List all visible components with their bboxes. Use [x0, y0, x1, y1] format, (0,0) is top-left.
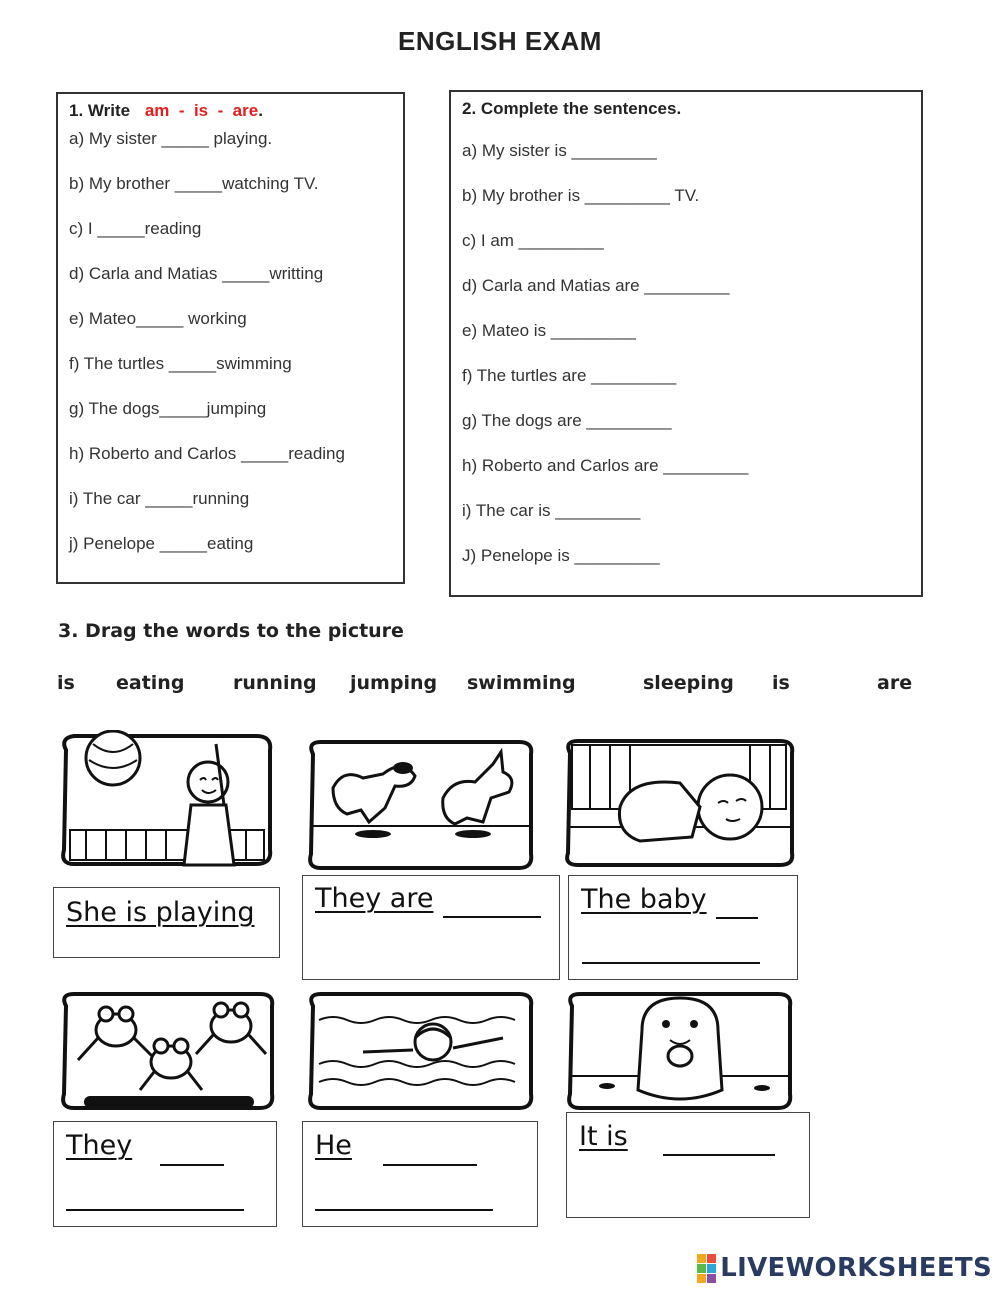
- logo-block: [697, 1264, 706, 1273]
- dogs-jumping-picture: [303, 738, 538, 873]
- section1-heading-suffix: .: [258, 101, 263, 120]
- s1-item-j: j) Penelope _____eating: [69, 534, 254, 553]
- hamster-eating-picture: [562, 990, 797, 1115]
- s2-item-e: e) Mateo is _________: [462, 321, 636, 340]
- liveworksheets-logo: [697, 1253, 992, 1283]
- answer-4-blank-1[interactable]: [160, 1162, 224, 1166]
- logo-block: [707, 1274, 716, 1283]
- logo-block: [697, 1274, 706, 1283]
- baby-sleeping-picture: [560, 737, 798, 870]
- exam-title: ENGLISH EXAM: [398, 26, 602, 56]
- section3-heading: 3. Drag the words to the picture: [58, 620, 404, 642]
- answer-2-blank[interactable]: [443, 914, 541, 918]
- logo-block: [697, 1254, 706, 1263]
- s2-item-j: J) Penelope is _________: [462, 546, 660, 565]
- frogs-jumping-picture: [56, 990, 278, 1118]
- s2-item-g: g) The dogs are _________: [462, 411, 672, 430]
- s1-item-g: g) The dogs_____jumping: [69, 399, 267, 418]
- answer-4-blank-2[interactable]: [66, 1207, 244, 1211]
- logo-block: [707, 1254, 716, 1263]
- word-running[interactable]: running: [233, 672, 317, 694]
- s2-item-a: a) My sister is _________: [462, 141, 657, 160]
- answer-5-blank-1[interactable]: [383, 1162, 477, 1166]
- word-are[interactable]: are: [877, 672, 913, 694]
- s1-item-a: a) My sister _____ playing.: [69, 129, 273, 148]
- logo-blocks-icon: [697, 1254, 716, 1283]
- section1-heading: [69, 101, 263, 121]
- s2-item-d: d) Carla and Matias are _________: [462, 276, 730, 295]
- answer-3-text: The baby: [581, 884, 707, 915]
- answer-5-text: He: [315, 1130, 352, 1161]
- answer-3-blank-1[interactable]: [716, 915, 758, 919]
- answer-6-text: It is: [579, 1121, 628, 1152]
- section2-heading: 2. Complete the sentences.: [462, 99, 682, 118]
- s1-item-b: b) My brother _____watching TV.: [69, 174, 319, 193]
- answer-4-text: They: [66, 1130, 133, 1161]
- boy-swimming-picture: [303, 990, 538, 1115]
- word-jumping[interactable]: jumping: [350, 672, 438, 694]
- s2-item-c: c) I am _________: [462, 231, 604, 250]
- s1-item-d: d) Carla and Matias _____writting: [69, 264, 324, 283]
- answer-2-text: They are: [315, 883, 434, 914]
- answer-6-blank[interactable]: [663, 1152, 775, 1156]
- answer-5-blank-2[interactable]: [315, 1207, 493, 1211]
- s1-item-i: i) The car _____running: [69, 489, 250, 508]
- word-is-1[interactable]: is: [57, 672, 75, 694]
- s2-item-h: h) Roberto and Carlos are _________: [462, 456, 749, 475]
- s1-item-e: e) Mateo_____ working: [69, 309, 247, 328]
- section1-box: [56, 92, 405, 584]
- girl-playing-ball-picture: [56, 730, 278, 870]
- word-swimming[interactable]: swimming: [467, 672, 576, 694]
- s2-item-f: f) The turtles are _________: [462, 366, 677, 385]
- section1-heading-prefix: 1. Write: [69, 101, 131, 120]
- word-eating[interactable]: eating: [116, 672, 185, 694]
- logo-text: LIVEWORKSHEETS: [720, 1253, 992, 1283]
- answer-1-text: She is playing: [66, 897, 255, 928]
- s1-item-c: c) I _____reading: [69, 219, 202, 238]
- word-sleeping[interactable]: sleeping: [643, 672, 734, 694]
- logo-block: [707, 1264, 716, 1273]
- answer-3-blank-2[interactable]: [582, 960, 760, 964]
- section1-heading-words: am - is - are: [144, 101, 259, 120]
- s1-item-h: h) Roberto and Carlos _____reading: [69, 444, 345, 463]
- s2-item-b: b) My brother is _________ TV.: [462, 186, 700, 205]
- word-is-2[interactable]: is: [772, 672, 790, 694]
- s1-item-f: f) The turtles _____swimming: [69, 354, 292, 373]
- s2-item-i: i) The car is _________: [462, 501, 641, 520]
